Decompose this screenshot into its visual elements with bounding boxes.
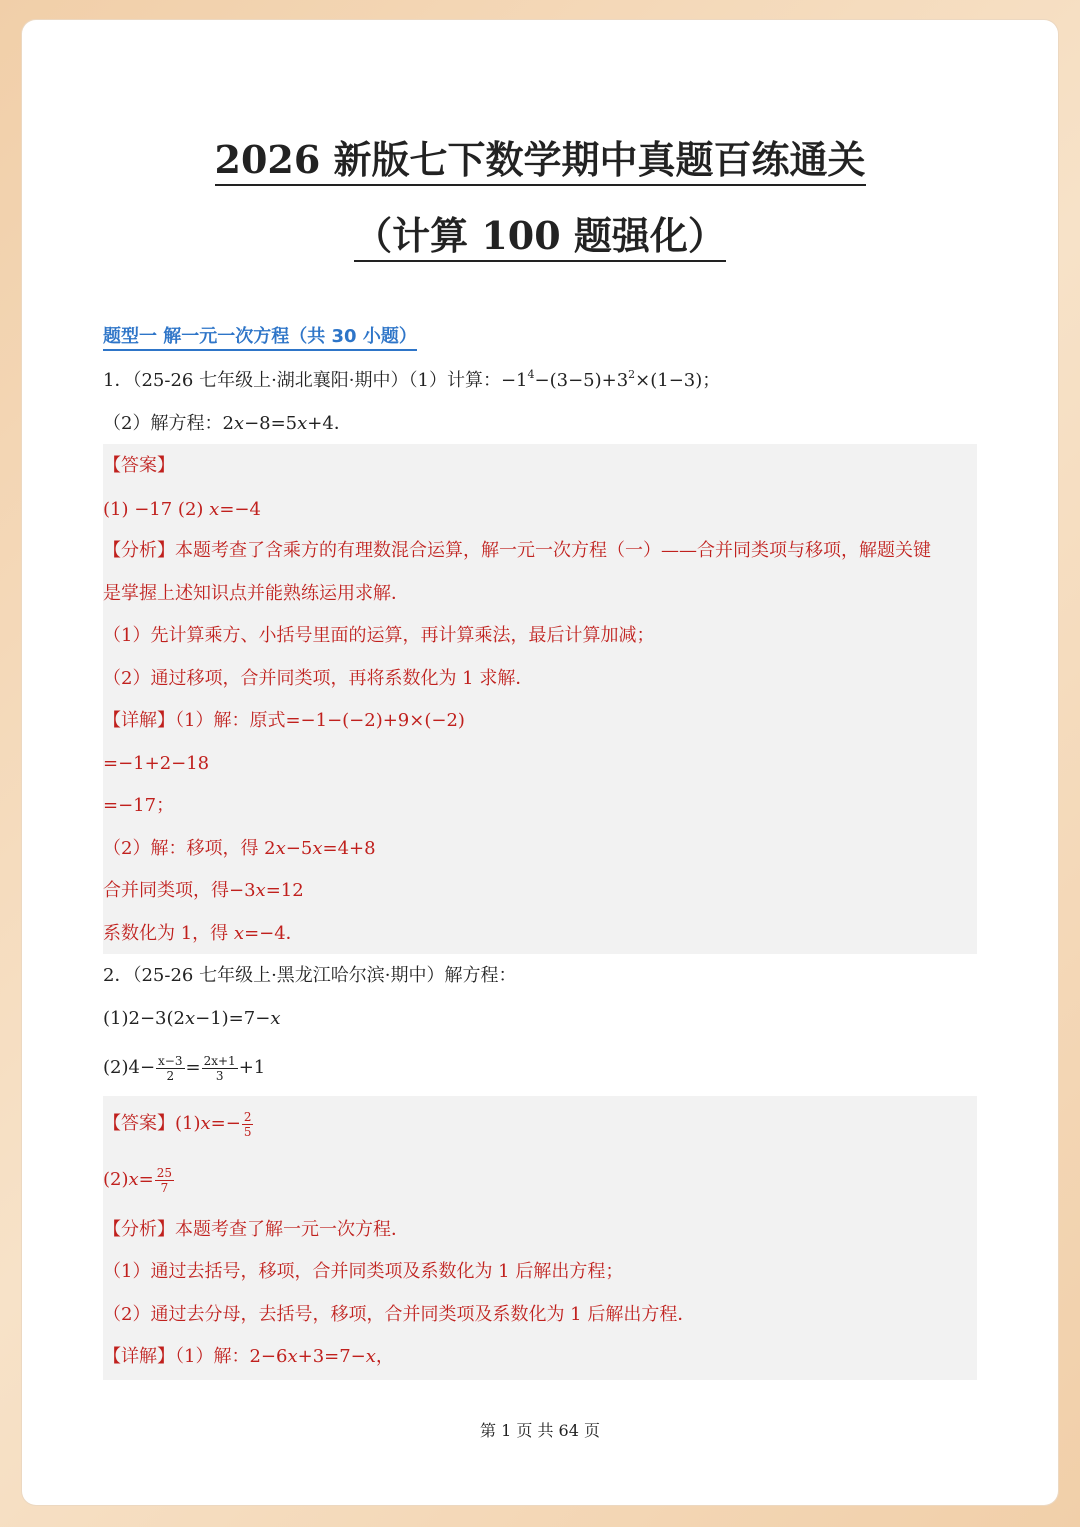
q2-number: 2．	[103, 965, 133, 986]
q1-analysis-line	[103, 538, 931, 564]
q2-analysis-tag: 【分析】	[103, 1219, 175, 1240]
q2-answer-text: (1)	[175, 1113, 201, 1134]
fraction	[155, 1166, 174, 1195]
q1-expr: −1	[500, 370, 528, 391]
q2-prompt	[103, 963, 517, 989]
q1-detail-line	[103, 921, 304, 947]
q1-expr: 2	[222, 413, 234, 434]
q1-detail-line: =−17；	[103, 795, 175, 816]
q1-analysis-line: 是掌握上述知识点并能熟练运用求解．	[103, 583, 409, 604]
fraction-denominator: 7	[160, 1180, 169, 1195]
variable-x: x	[200, 1113, 211, 1134]
q1-detail-text: （2）解：移项，得 2	[103, 838, 276, 859]
q1-part1-label: （1）计算：	[408, 370, 501, 391]
q2-source: （25-26 七年级上·黑龙江哈尔滨·期中）	[132, 965, 445, 986]
q1-part2-label: （2）解方程：	[103, 413, 223, 434]
fraction-denominator: 2	[166, 1068, 175, 1083]
section-heading: 题型一 解一元一次方程（共 30 小题）	[103, 322, 417, 351]
variable-x: x	[287, 1346, 298, 1367]
q1-expr: −8=5	[244, 413, 298, 434]
q1-detail-text: 系数化为 1，得	[103, 923, 234, 944]
variable-x: x	[365, 1346, 376, 1367]
fraction-numerator: 2	[243, 1109, 252, 1124]
document-title: 2026 新版七下数学期中真题百练通关	[0, 136, 1080, 184]
q1-source: （25-26 七年级上·湖北襄阳·期中）	[132, 370, 409, 391]
q1-expr: ×(1−3)；	[635, 370, 721, 391]
variable-x: x	[297, 413, 308, 434]
q2-analysis-line: （2）通过去分母，去括号，移项，合并同类项及系数化为 1 后解出方程．	[103, 1304, 696, 1325]
q1-exponent: 4	[527, 368, 535, 381]
fraction-numerator: 2x+1	[203, 1053, 236, 1068]
q1-detail-text: 合并同类项，得−3	[103, 880, 256, 901]
fraction-numerator: 25	[156, 1165, 173, 1180]
q1-detail-line	[103, 836, 376, 862]
q1-analysis-text: 本题考查了含乘方的有理数混合运算，解一元一次方程（一）——合并同类项与移项，解题关键	[175, 540, 931, 561]
q2-expr: =	[185, 1057, 201, 1078]
q2-expr: +1	[238, 1057, 266, 1078]
q1-expr: −(3−5)+3	[534, 370, 629, 391]
q1-analysis-line: （1）先计算乘方、小括号里面的运算，再计算乘法，最后计算加减；	[103, 625, 655, 646]
fraction	[202, 1054, 238, 1083]
q1-answer-tag: 【答案】	[103, 455, 175, 476]
q1-detail-text: =4+8	[322, 838, 376, 859]
q2-answer-line-1	[103, 1106, 254, 1142]
q1-analysis-line: （2）通过移项，合并同类项，再将系数化为 1 求解．	[103, 668, 534, 689]
q1-number: 1．	[103, 370, 133, 391]
fraction	[242, 1110, 254, 1139]
variable-x: x	[184, 1008, 196, 1029]
variable-x: x	[233, 413, 245, 434]
variable-x: x	[255, 880, 266, 901]
q2-detail-text: （1）解：2−6	[175, 1346, 288, 1367]
q2-expr: (1)2−3(2	[103, 1008, 185, 1029]
q1-detail-line	[103, 708, 465, 734]
q2-analysis-line	[103, 1217, 409, 1243]
q2-instruction: 解方程：	[444, 965, 517, 986]
q2-detail-tag: 【详解】	[103, 1346, 175, 1367]
page-footer: 第 1 页 共 64 页	[480, 1421, 600, 1440]
q2-equation-1	[103, 1006, 280, 1032]
variable-x: x	[270, 1008, 281, 1029]
q2-answer-line-2	[103, 1162, 175, 1198]
q2-answer-text: (2)	[103, 1169, 129, 1190]
fraction	[156, 1054, 184, 1083]
q2-answer-text: =−	[210, 1113, 241, 1134]
q1-answer-text: =−4	[219, 499, 261, 520]
q2-answer-text: =	[138, 1169, 154, 1190]
q2-expr: −1)=7−	[195, 1008, 271, 1029]
q1-detail-text: −5	[285, 838, 313, 859]
q2-expr: (2)4−	[103, 1057, 156, 1078]
q1-expr: +4．	[307, 413, 352, 434]
q1-detail-line	[103, 878, 304, 904]
q1-part2	[103, 411, 352, 437]
variable-x: x	[128, 1169, 139, 1190]
q2-equation-2	[103, 1050, 265, 1086]
q2-analysis-line: （1）通过去括号，移项，合并同类项及系数化为 1 后解出方程；	[103, 1261, 624, 1282]
q2-analysis-text: 本题考查了解一元一次方程．	[175, 1219, 409, 1240]
variable-x: x	[312, 838, 323, 859]
q1-prompt	[103, 368, 720, 394]
fraction-numerator: x−3	[158, 1053, 183, 1068]
q1-detail-line: =−1+2−18	[103, 753, 210, 774]
q2-detail-text: ，	[375, 1346, 394, 1367]
variable-x: x	[233, 923, 245, 944]
variable-x: x	[209, 499, 220, 520]
q1-detail-text: =12	[265, 880, 304, 901]
q1-detail-tag: 【详解】	[103, 710, 175, 731]
document-subtitle: （计算 100 题强化）	[0, 212, 1080, 260]
q1-answer-text: (1) −17 (2)	[103, 499, 210, 520]
q2-detail-text: +3=7−	[297, 1346, 366, 1367]
q2-detail-line	[103, 1344, 394, 1370]
q1-detail-text: =−4．	[244, 923, 304, 944]
q1-detail-text: （1）解：原式=−1−(−2)+9×(−2)	[175, 710, 465, 731]
q1-answer	[103, 497, 261, 523]
variable-x: x	[275, 838, 286, 859]
q1-exponent: 2	[628, 368, 636, 381]
q2-answer-tag: 【答案】	[103, 1113, 175, 1134]
fraction-denominator: 3	[215, 1068, 224, 1083]
fraction-denominator: 5	[243, 1124, 252, 1139]
q1-analysis-tag: 【分析】	[103, 540, 175, 561]
